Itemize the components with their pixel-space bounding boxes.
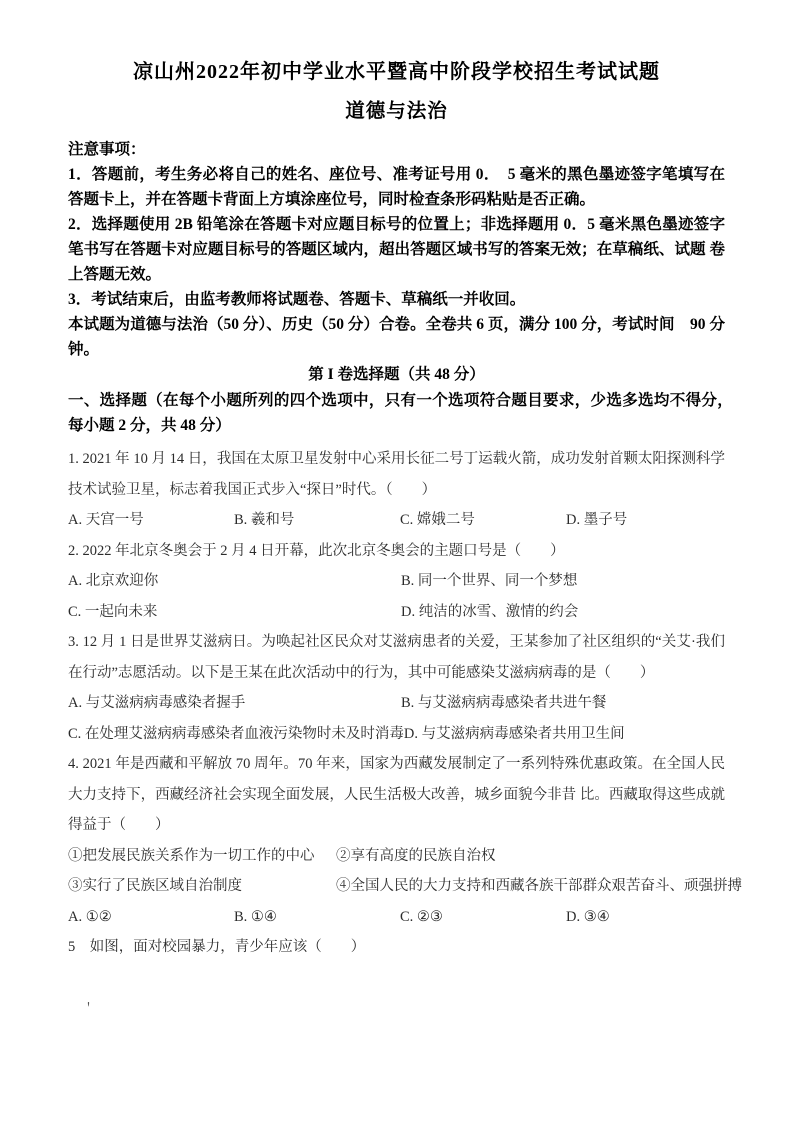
option-d: D. 纯洁的冰雪、激情的约会 (401, 603, 579, 620)
statement-4: ④全国人民的大力支持和西藏各族干部群众艰苦奋斗、顽强拼搏 (336, 878, 742, 894)
option-b: B. 同一个世界、同一个梦想 (401, 573, 578, 589)
page-subtitle: 道德与法治 (345, 101, 448, 122)
option-c: C. ②③ (400, 908, 443, 925)
option-row (68, 688, 725, 719)
option-c: C. 一起向未来 (68, 603, 158, 620)
option-d: D. ③④ (566, 908, 610, 925)
question-4 (68, 749, 742, 932)
question-stem: 2. 2022 年北京冬奥会于 2 月 4 日开幕，此次北京冬奥会的主题口号是（ ） (68, 542, 565, 559)
option-b: B. 羲和号 (234, 512, 295, 528)
option-row (68, 566, 725, 597)
notice-item-1: 1．答题前，考生务必将自己的姓名、座位号、准考证号用 0． 5 毫米的黑色墨迹签字笔填写在答题卡上，并在答题卡背面上方填涂座位号，同时检查条形码粘贴是否正确。 (68, 166, 725, 208)
option-row (68, 505, 725, 536)
notice-item-3: 3．考试结束后，由监考教师将试题卷、答题卡、草稿纸一并收回。 (68, 291, 526, 308)
option-c: C. 在处理艾滋病病毒感染者血液污染物时未及时消毒 (68, 725, 404, 742)
option-c: C. 嫦娥二号 (400, 512, 475, 528)
statement-2: ②享有高度的民族自治权 (336, 847, 496, 864)
notice-item-2: 2．选择题使用 2B 铅笔涂在答题卡对应题目标号的位置上；非选择题用 0．5 毫米黑色墨迹签字笔书写在答题卡对应题目标号的答题区域内，超出答题区域书写的答案无效；在草稿纸、试题 卷上答题无效。 (68, 216, 725, 283)
option-row (68, 902, 725, 933)
option-a: A. 北京欢迎你 (68, 573, 159, 589)
option-d: D. 与艾滋病病毒感染者共用卫生间 (403, 725, 625, 742)
question-list (68, 444, 742, 963)
option-row (68, 719, 725, 750)
statement-row (68, 841, 725, 872)
option-b: B. ①④ (234, 908, 277, 925)
statement-row (68, 871, 742, 902)
scan-artifact: ＇ (82, 1001, 96, 1016)
statement-1: ①把发展民族关系作为一切工作的中心 (68, 847, 315, 864)
notice-section (68, 137, 725, 362)
notice-heading: 注意事项： (68, 141, 146, 158)
option-row (68, 597, 725, 628)
option-b: B. 与艾滋病病毒感染者共进午餐 (401, 695, 607, 711)
exam-summary: 本试题为道德与法治（50 分）、历史（50 分）合卷。全卷共 6 页，满分 100 分，考试时间 90 分钟。 (68, 316, 725, 358)
option-d: D. 墨子号 (566, 512, 628, 528)
question-5 (68, 932, 725, 963)
statement-3: ③实行了民族区域自治制度 (68, 878, 242, 894)
question-1 (68, 444, 725, 536)
option-a: A. 与艾滋病病毒感染者握手 (68, 695, 246, 711)
option-a: A. ①② (68, 908, 112, 925)
question-2 (68, 536, 725, 628)
question-stem: 4. 2021 年是西藏和平解放 70 周年。70 年来，国家为西藏发展制定了一系列特殊优惠政策。在全国人民大力支持下，西藏经济社会实现全面发展，人民生活极大改善，城乡面貌今非昔 比。西藏取得这些成就得益于（ ） (68, 756, 725, 833)
section-header: 第 I 卷选择题（共 48 分） (308, 366, 485, 383)
question-stem: 5 如图，面对校园暴力，青少年应该（ ） (68, 939, 366, 955)
question-stem: 1. 2021 年 10 月 14 日，我国在太原卫星发射中心采用长征二号丁运载火箭，成功发射首颗太阳探测科学技术试验卫星，标志着我国正式步入“探日”时代。（ ） (68, 451, 725, 498)
question-stem: 3. 12 月 1 日是世界艾滋病日。为唤起社区民众对艾滋病患者的关爱，王某参加了社区组织的“关艾·我们在行动”志愿活动。以下是王某在此次活动中的行为，其中可能感染艾滋病病毒的是（ ） (68, 634, 725, 681)
page-title: 凉山州2022年初中学业水平暨高中阶段学校招生考试试题 (133, 61, 660, 83)
option-a: A. 天宫一号 (68, 512, 144, 528)
section-instruction: 一、选择题（在每个小题所列的四个选项中，只有一个选项符合题目要求，少选多选均不得分， 每小题 2 分，共 48 分） (68, 392, 741, 434)
question-3 (68, 627, 725, 749)
